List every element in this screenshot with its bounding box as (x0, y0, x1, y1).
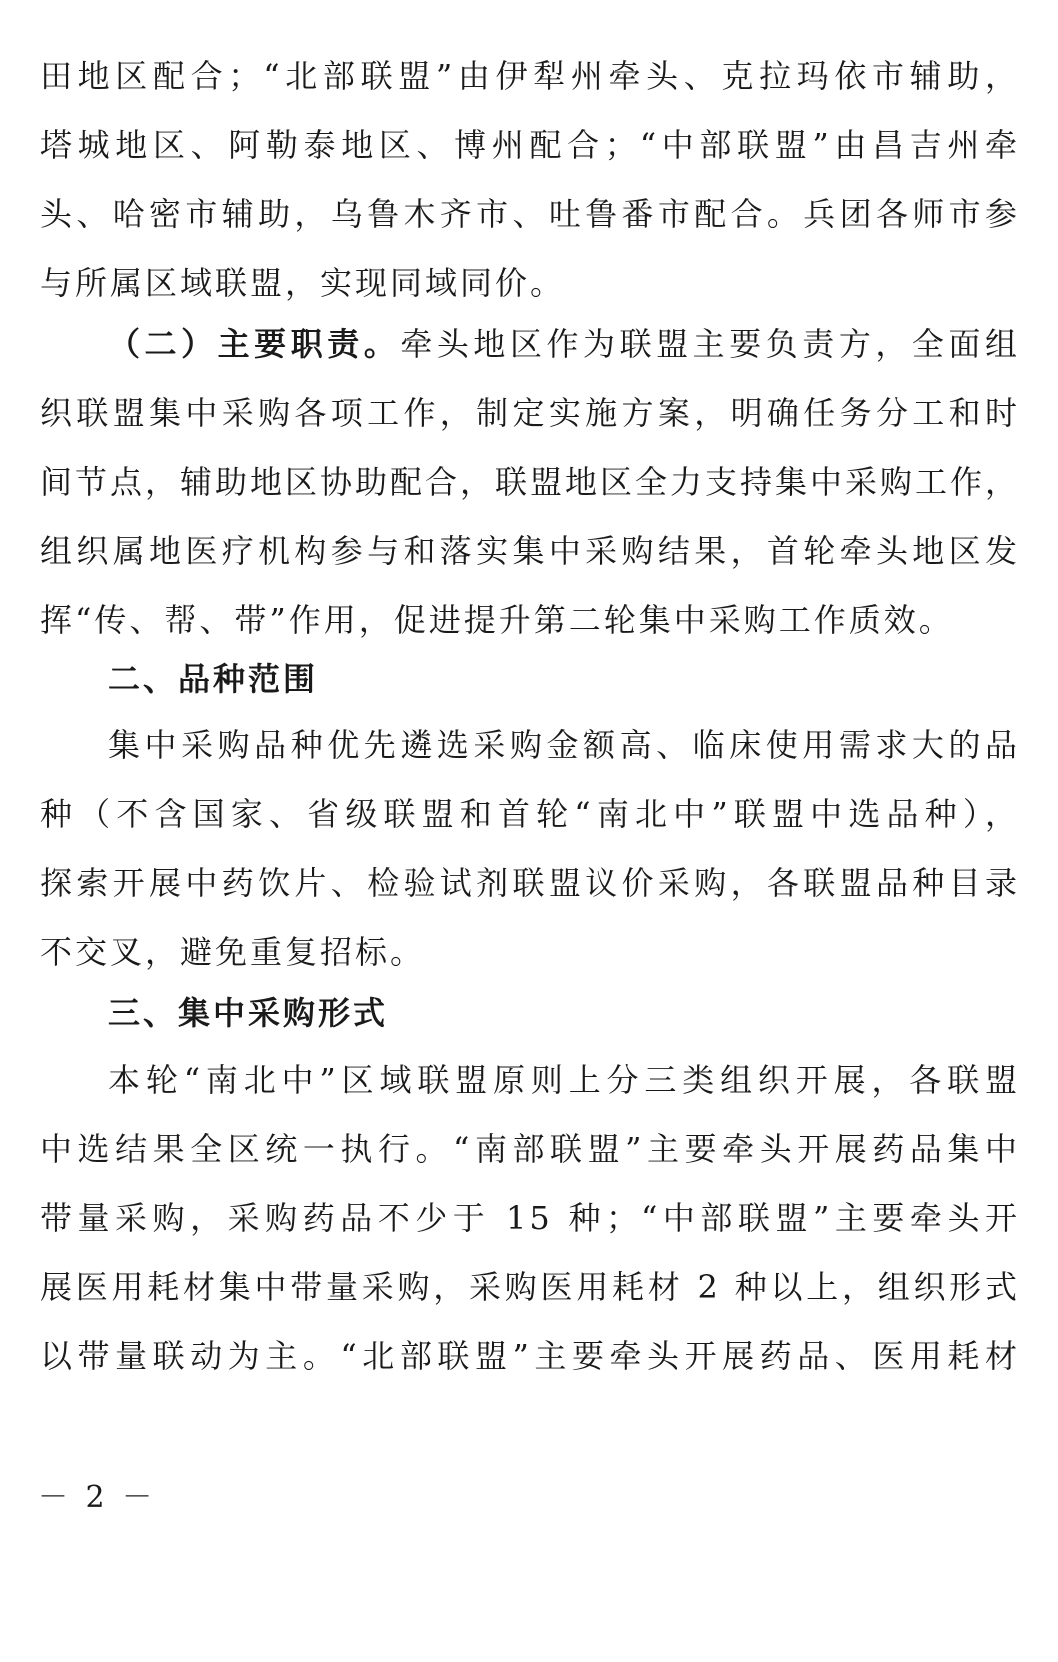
text-line: 塔城地区、阿勒泰地区、博州配合；“中部联盟”由昌吉州牵 (40, 126, 1020, 164)
text-line: 探索开展中药饮片、检验试剂联盟议价采购，各联盟品种目录 (40, 864, 1020, 902)
text-line: 集中采购品种优先遴选采购金额高、临床使用需求大的品 (108, 726, 1020, 764)
text-line: 展医用耗材集中带量采购，采购医用耗材 2 种以上，组织形式 (40, 1268, 1020, 1306)
section-heading: 二、品种范围 (108, 660, 319, 698)
text-line: 种（不含国家、省级联盟和首轮“南北中”联盟中选品种）， (40, 795, 1020, 833)
section-heading-procurement-form (40, 979, 1020, 1048)
page-number: － 2 － (38, 1480, 157, 1515)
text-line: 织联盟集中采购各项工作，制定实施方案，明确任务分工和时 (40, 394, 1020, 432)
paragraph-alliance-members (40, 42, 1020, 318)
text-line: 以带量联动为主。“北部联盟”主要牵头开展药品、医用耗材 (40, 1337, 1020, 1375)
section-heading-variety-scope (40, 645, 1020, 714)
text-line: 组织属地医疗机构参与和落实集中采购结果，首轮牵头地区发 (40, 532, 1020, 570)
text-line: 与所属区域联盟，实现同域同价。 (40, 264, 566, 302)
text-segment: 牵头地区作为联盟主要负责方，全面组 (400, 325, 1020, 363)
text-line: 间节点，辅助地区协助配合，联盟地区全力支持集中采购工作， (40, 463, 1021, 501)
text-line (40, 310, 1020, 379)
text-line: 带量采购，采购药品不少于 15 种；“中部联盟”主要牵头开 (40, 1199, 1020, 1237)
text-line: 田地区配合；“北部联盟”由伊犁州牵头、克拉玛依市辅助， (40, 57, 1020, 95)
text-line: 本轮“南北中”区域联盟原则上分三类组织开展，各联盟 (108, 1061, 1020, 1099)
text-line: 头、哈密市辅助，乌鲁木齐市、吐鲁番市配合。兵团各师市参 (40, 195, 1020, 233)
paragraph-main-duties (40, 310, 1020, 655)
text-line: 不交叉，避免重复招标。 (40, 933, 426, 971)
subsection-heading: （二）主要职责。 (108, 325, 401, 363)
text-line: 挥“传、帮、带”作用，促进提升第二轮集中采购工作质效。 (40, 601, 954, 639)
section-heading: 三、集中采购形式 (108, 994, 389, 1032)
paragraph-variety-scope (40, 711, 1020, 987)
text-line: 中选结果全区统一执行。“南部联盟”主要牵头开展药品集中 (40, 1130, 1020, 1168)
paragraph-procurement-form (40, 1046, 1020, 1391)
